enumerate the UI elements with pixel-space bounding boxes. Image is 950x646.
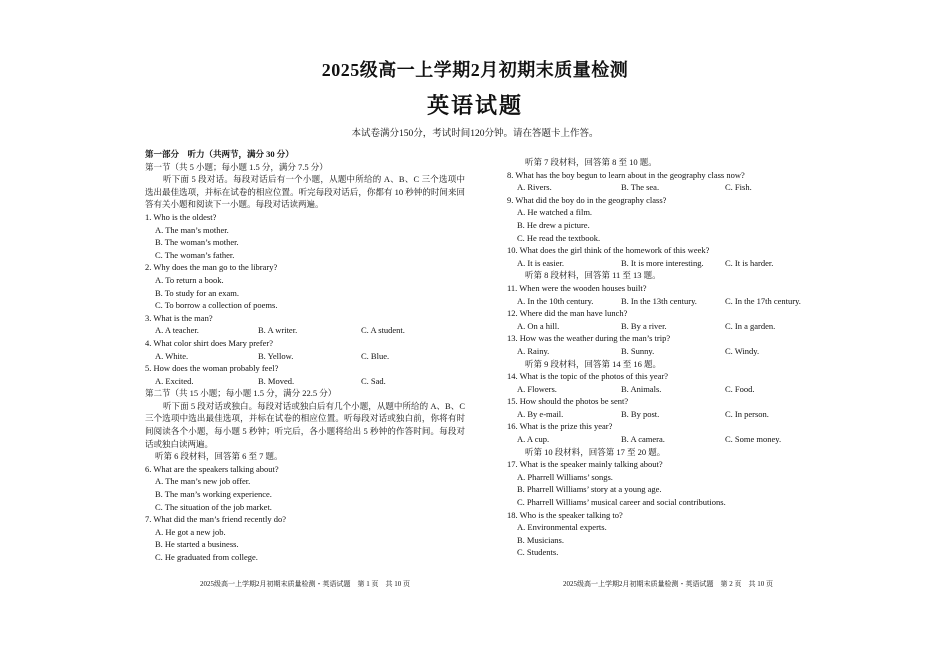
option-row [145, 324, 465, 337]
question: 15. How should the photos be sent? [507, 396, 629, 407]
option: A. To return a book. [155, 274, 224, 285]
question: 4. What color shirt does Mary prefer? [145, 337, 274, 348]
page-footer-right: 2025级高一上学期2月初期末质量检测・英语试题 第 2 页 共 10 页 [563, 580, 773, 588]
option-row [507, 320, 829, 333]
option: B. A writer. [258, 325, 298, 336]
option: B. The sea. [621, 182, 660, 193]
option: A. Rivers. [517, 182, 552, 193]
option: C. It is harder. [725, 257, 774, 268]
part-heading: 第一部分 听力（共两节，满分 30 分） [145, 149, 294, 159]
question: 18. Who is the speaker talking to? [507, 509, 623, 520]
question: 16. What is the prize this year? [507, 421, 613, 432]
page-footer-left: 2025级高一上学期2月初期末质量检测・英语试题 第 1 页 共 10 页 [200, 580, 410, 588]
option: B. Moved. [258, 375, 295, 386]
question: 7. What did the man’s friend recently do? [145, 514, 286, 525]
option: C. In a garden. [725, 320, 776, 331]
exam-subject-title: 英语试题 [426, 93, 523, 118]
option: C. The woman’s father. [155, 249, 235, 260]
material-note: 听第 9 段材料，回答第 14 至 16 题。 [525, 358, 662, 369]
option-row [145, 375, 465, 388]
option: B. He drew a picture. [517, 219, 590, 230]
option: B. To study for an exam. [155, 287, 239, 298]
option: B. It is more interesting. [621, 257, 704, 268]
option: B. Yellow. [258, 350, 294, 361]
option: B. Pharrell Williams’ story at a young age. [517, 484, 662, 495]
option: A. He got a new job. [155, 526, 226, 537]
question: 17. What is the speaker mainly talking about? [507, 459, 663, 470]
question: 2. Why does the man go to the library? [145, 262, 278, 273]
material-note: 听第 8 段材料，回答第 11 至 13 题。 [525, 270, 661, 281]
question: 5. How does the woman probably feel? [145, 363, 279, 374]
material-note: 听第 7 段材料，回答第 8 至 10 题。 [525, 157, 657, 167]
option: C. A student. [361, 325, 405, 336]
question: 9. What did the boy do in the geography class? [507, 194, 667, 205]
option-row [507, 433, 829, 446]
right-column [507, 156, 829, 559]
option: A. Environmental experts. [517, 522, 607, 533]
option: A. By e-mail. [517, 408, 564, 419]
option: C. Some money. [725, 434, 782, 445]
option-row [507, 345, 829, 358]
option: A. A teacher. [155, 325, 199, 336]
option: B. A camera. [621, 434, 665, 445]
option: C. In person. [725, 408, 769, 419]
option: A. Flowers. [517, 383, 557, 394]
option: C. Pharrell Williams’ musical career and social contributions. [517, 497, 726, 508]
option: A. White. [155, 350, 189, 361]
option: A. It is easier. [517, 257, 564, 268]
option: B. The man’s working experience. [155, 489, 272, 500]
question: 6. What are the speakers talking about? [145, 463, 279, 474]
option: B. Sunny. [621, 345, 655, 356]
section-heading: 第二节（共 15 小题；每小题 1.5 分，满分 22.5 分） [145, 388, 337, 399]
option: B. He started a business. [155, 539, 239, 550]
question: 8. What has the boy begun to learn about in the geography class now? [507, 169, 745, 180]
option: C. To borrow a collection of poems. [155, 300, 278, 311]
option: C. Food. [725, 383, 755, 394]
exam-note: 本试卷满分150分，考试时间120分钟。请在答题卡上作答。 [351, 129, 599, 139]
option: A. Excited. [155, 375, 194, 386]
option: C. In the 17th century. [725, 295, 801, 306]
option: A. In the 10th century. [517, 295, 594, 306]
option: B. The woman’s mother. [155, 237, 239, 248]
option: C. He graduated from college. [155, 552, 258, 562]
question: 12. Where did the man have lunch? [507, 308, 628, 319]
question: 3. What is the man? [145, 312, 213, 323]
option: C. He read the textbook. [517, 232, 601, 243]
option: A. The man’s mother. [155, 224, 229, 235]
option: B. By a river. [621, 320, 667, 331]
option: A. The man’s new job offer. [155, 476, 251, 487]
option-row [507, 295, 829, 308]
question: 13. How was the weather during the man’s trip? [507, 333, 671, 344]
option: C. Fish. [725, 182, 752, 193]
option: C. Blue. [361, 350, 390, 361]
exam-title: 2025级高一上学期2月初期末质量检测 [321, 60, 629, 80]
question: 14. What is the topic of the photos of this year? [507, 371, 669, 382]
section-instructions: 听下面 5 段对话。每段对话后有一个小题，从题中所给的 A、B、C 三个选项中选出最佳选项，并标在试卷的相应位置。听完每段对话后，你都有 10 秒钟的时间来回答有关小题和阅读下一小题。每段对话读两遍。 [145, 174, 465, 210]
option: A. Rainy. [517, 345, 550, 356]
section-heading: 第一节（共 5 小题；每小题 1.5 分，满分 7.5 分） [145, 161, 328, 172]
option: B. Musicians. [517, 534, 564, 545]
option: C. The situation of the job market. [155, 501, 272, 512]
left-column [145, 148, 465, 564]
option: B. In the 13th century. [621, 295, 697, 306]
option: B. By post. [621, 408, 660, 419]
option-row [507, 408, 829, 421]
option-row [145, 350, 465, 363]
question: 11. When were the wooden houses built? [507, 282, 647, 293]
option-row [507, 257, 829, 270]
option: A. He watched a film. [517, 207, 593, 218]
option: C. Windy. [725, 345, 760, 356]
option: A. Pharrell Williams’ songs. [517, 471, 613, 482]
option: A. On a hill. [517, 320, 560, 331]
material-note: 听第 6 段材料，回答第 6 至 7 题。 [155, 451, 283, 462]
option: C. Sad. [361, 375, 386, 386]
material-note: 听第 10 段材料，回答第 17 至 20 题。 [525, 446, 666, 457]
section-instructions: 听下面 5 段对话或独白。每段对话或独白后有几个小题，从题中所给的 A、B、C 三个选项中选出最佳选项，并标在试卷的相应位置。听每段对话或独白前，你将有时间阅读各个小题，每小题 5 秒钟；听完后，各小题将给出 5 秒钟的作答时间。每段对话或独白读两遍。 [145, 400, 465, 449]
option: B. Animals. [621, 383, 662, 394]
option: C. Students. [517, 547, 559, 558]
question: 1. Who is the oldest? [145, 211, 217, 222]
option-row [507, 181, 829, 194]
option-row [507, 383, 829, 396]
question: 10. What does the girl think of the homework of this week? [507, 245, 710, 256]
option: A. A cup. [517, 434, 550, 445]
